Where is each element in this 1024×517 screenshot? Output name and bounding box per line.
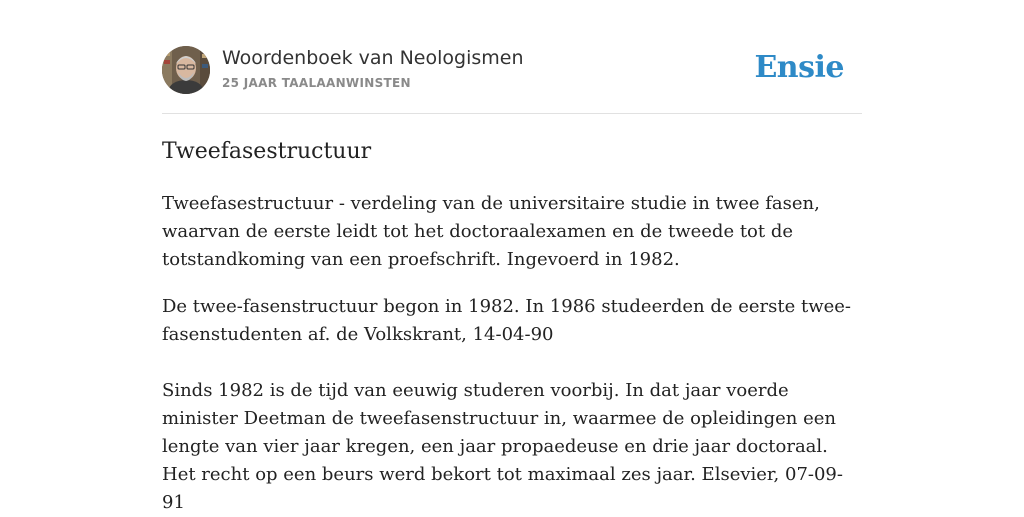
entry-title: Tweefasestructuur xyxy=(162,139,372,164)
entry-quote: Sinds 1982 is de tijd van eeuwig studeren voorbij. In dat jaar voerde minister Deetman de tweefasenstructuur in, waarmee de opleidingen een lengte van vier jaar kregen, een jaar propaedeuse en drie jaar doctoraal. Het recht op een beurs werd bekort tot maximaal zes jaar. Elsevier, 07-09-91 xyxy=(162,380,843,513)
entry-definition: Tweefasestructuur - verdeling van de universitaire studie in twee fasen, waarvan de eerste leidt tot het doctoraalexamen en de tweede tot de totstandkoming van een proefschrift. Ingevoerd in 1982. xyxy=(162,193,820,270)
header xyxy=(162,46,862,114)
site-title[interactable]: Woordenboek van Neologismen xyxy=(222,47,524,69)
quote-spacer xyxy=(162,349,862,377)
author-photo-icon xyxy=(162,46,210,94)
brand-logo[interactable]: Ensie xyxy=(754,50,844,85)
entry-body xyxy=(162,190,862,517)
site-subtitle: 25 JAAR TAALAANWINSTEN xyxy=(222,76,411,90)
author-avatar[interactable] xyxy=(162,46,210,94)
entry-quote: De twee-fasenstructuur begon in 1982. In 1986 studeerden de eerste twee-fasenstudenten af. de Volkskrant, 14-04-90 xyxy=(162,296,851,345)
